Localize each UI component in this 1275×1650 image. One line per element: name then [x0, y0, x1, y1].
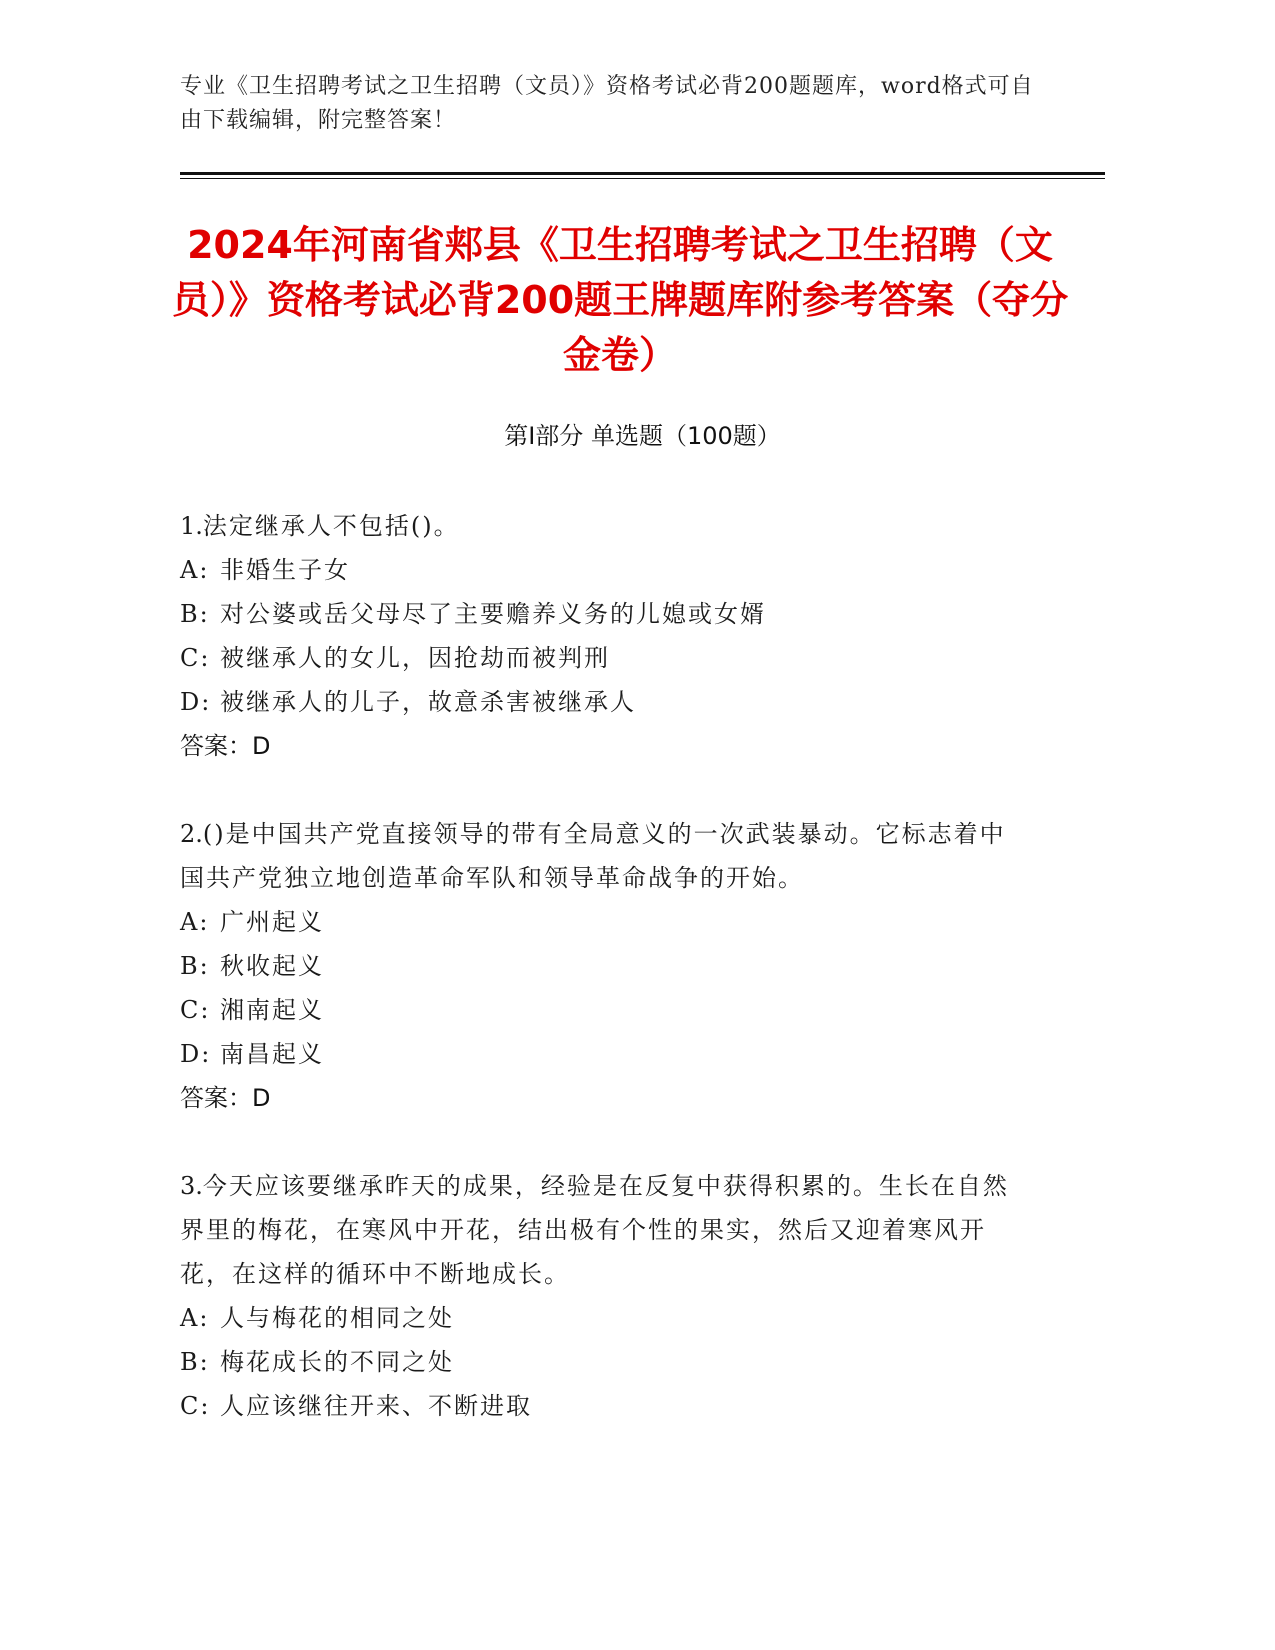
option-key: C:: [180, 996, 211, 1024]
header-note: 专业《卫生招聘考试之卫生招聘（文员）》资格考试必背200题题库，word格式可自由下载编辑，附完整答案！: [180, 74, 1034, 133]
option-c: [180, 988, 1020, 1032]
answer-label: 答案：: [180, 732, 252, 760]
option-key: B:: [180, 1348, 210, 1376]
question-number: 3.: [180, 1172, 203, 1200]
option-text: 秋收起义: [220, 952, 324, 980]
question-text: [180, 812, 1020, 900]
answer-value: D: [252, 1084, 271, 1112]
option-key: A:: [180, 1304, 210, 1332]
question-text: [180, 1164, 1020, 1296]
option-key: C:: [180, 1392, 211, 1420]
option-d: [180, 680, 1020, 724]
option-b: [180, 1340, 1020, 1384]
question-3: [180, 1164, 1020, 1428]
option-text: 人与梅花的相同之处: [220, 1304, 454, 1332]
question-number: 1.: [180, 512, 203, 540]
option-c: [180, 636, 1020, 680]
question-stem: 法定继承人不包括()。: [202, 512, 460, 540]
answer-value: D: [252, 732, 271, 760]
question-stem: ()是中国共产党直接领导的带有全局意义的一次武装暴动。它标志着中国共产党独立地创造革命军队和领导革命战争的开始。: [180, 820, 1006, 892]
option-text: 梅花成长的不同之处: [220, 1348, 454, 1376]
option-text: 被继承人的儿子，故意杀害被继承人: [220, 688, 636, 716]
option-text: 南昌起义: [220, 1040, 324, 1068]
question-stem: 今天应该要继承昨天的成果，经验是在反复中获得积累的。生长在自然界里的梅花，在寒风中开花，结出极有个性的果实，然后又迎着寒风开花，在这样的循环中不断地成长。: [180, 1172, 1009, 1288]
option-key: A:: [180, 908, 210, 936]
header-rule-thin: [180, 178, 1105, 179]
answer-label: 答案：: [180, 1084, 252, 1112]
question-list: [180, 504, 1020, 1472]
answer-line: [180, 1076, 1020, 1120]
option-key: B:: [180, 600, 210, 628]
section-title: 第I部分 单选题（100题）: [504, 422, 781, 450]
option-a: [180, 900, 1020, 944]
option-text: 非婚生子女: [220, 556, 350, 584]
option-text: 对公婆或岳父母尽了主要赡养义务的儿媳或女婿: [220, 600, 766, 628]
option-d: [180, 1032, 1020, 1076]
option-a: [180, 548, 1020, 592]
question-text: [180, 504, 1020, 548]
answer-line: [180, 724, 1020, 768]
option-key: C:: [180, 644, 211, 672]
option-text: 被继承人的女儿，因抢劫而被判刑: [220, 644, 610, 672]
option-c: [180, 1384, 1020, 1428]
option-text: 湘南起义: [220, 996, 324, 1024]
question-1: [180, 504, 1020, 768]
option-text: 广州起义: [220, 908, 324, 936]
option-b: [180, 944, 1020, 988]
question-number: 2.: [180, 820, 203, 848]
option-text: 人应该继往开来、不断进取: [220, 1392, 532, 1420]
option-a: [180, 1296, 1020, 1340]
header-rule-thick: [180, 172, 1105, 175]
document-title: 2024年河南省郏县《卫生招聘考试之卫生招聘（文员）》资格考试必背200题王牌题库附参考答案（夺分金卷）: [171, 223, 1069, 377]
option-key: B:: [180, 952, 210, 980]
option-key: A:: [180, 556, 210, 584]
option-b: [180, 592, 1020, 636]
option-key: D:: [180, 1040, 212, 1068]
question-2: [180, 812, 1020, 1120]
option-key: D:: [180, 688, 212, 716]
